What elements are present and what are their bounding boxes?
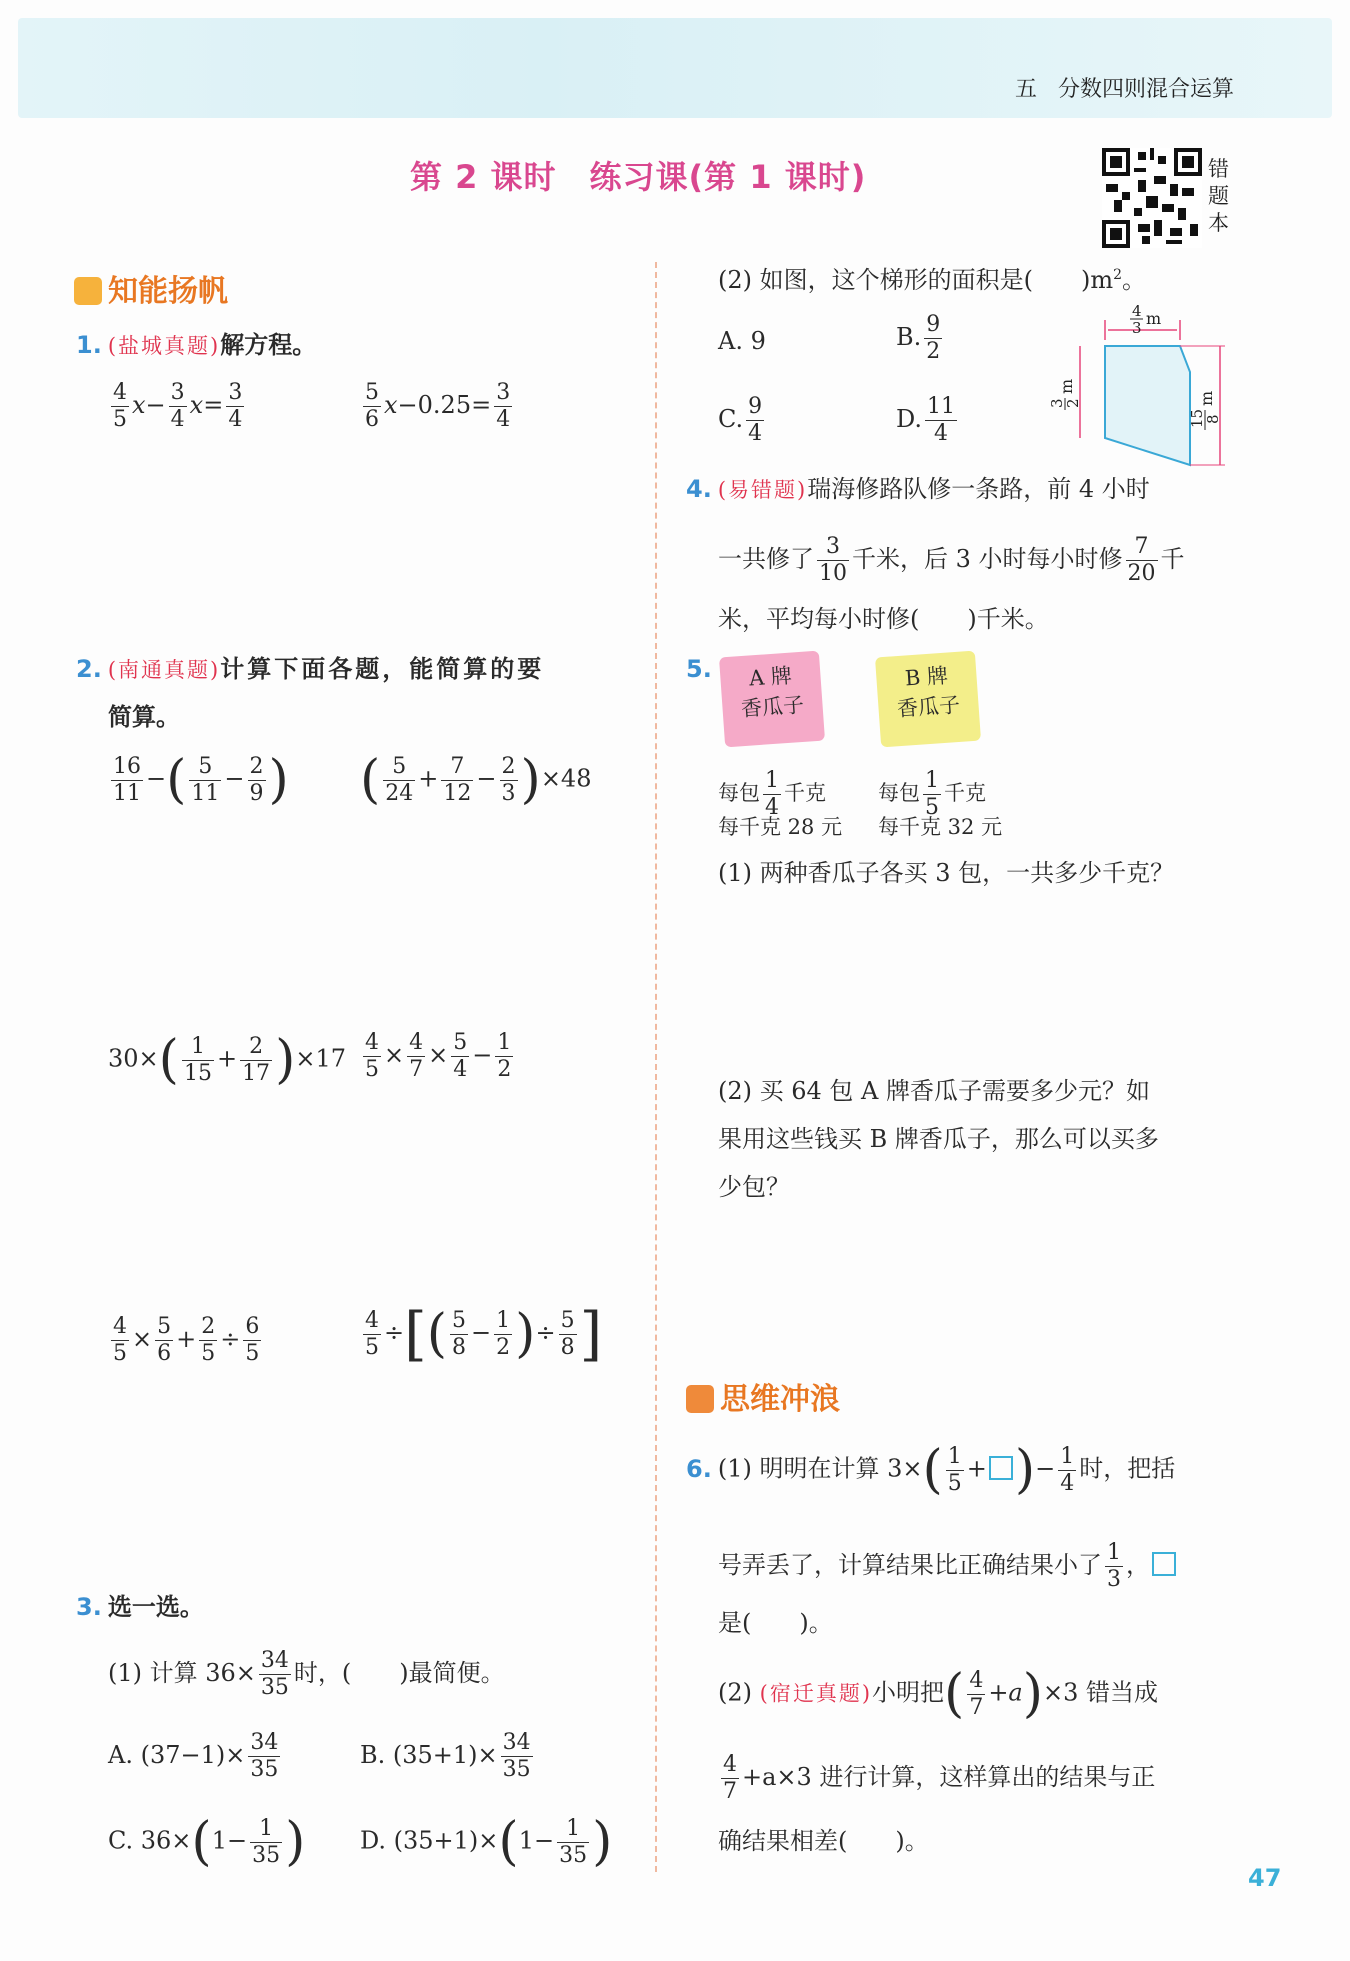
column-divider — [655, 262, 657, 1872]
bag-a-price: 每千克 28 元 — [718, 815, 843, 839]
svg-text:3: 3 — [1132, 319, 1142, 337]
q3b-option-d[interactable]: D. $\frac{11}{4}$ — [896, 394, 956, 446]
q1-eq2: $\frac{5}{6}$ x−0.25= $\frac{3}{4}$ — [365, 380, 511, 432]
q3-stem: 3. 选一选。 — [76, 1593, 204, 1621]
q2-expr6: $\frac{4}{5}$ ÷[( $\frac{5}{8}$ − $\frac{1}{2}$ )÷ $\frac{5}{8}$ ] — [365, 1300, 603, 1368]
trapezoid-figure — [1050, 300, 1230, 470]
section-zhineng: 知能扬帆 — [74, 266, 228, 310]
qr-label: 错 题 本 — [1208, 157, 1229, 235]
q6-line4: (2) (宿迁真题)小明把( $\frac{4}{7}$ +a)×3 错当成 — [718, 1664, 1159, 1724]
q2-stem-2: 简算。 — [108, 703, 180, 731]
q2-expr1: $\frac{16}{11}$ −( $\frac{5}{11}$ − $\frac{2}{9}$ ) — [113, 750, 289, 810]
svg-text:15: 15 — [1188, 408, 1206, 428]
svg-text:m: m — [1146, 309, 1162, 328]
q3-option-d[interactable]: D. (35+1)×(1− $\frac{1}{35}$ ) — [360, 1812, 613, 1872]
svg-text:4: 4 — [1132, 302, 1142, 320]
bag-a-weight: 每包 $\frac{1}{4}$ 千克 — [718, 768, 826, 820]
svg-text:3: 3 — [1048, 398, 1066, 408]
q5-part2-l2: 果用这些钱买 B 牌香瓜子，那么可以买多 — [718, 1125, 1159, 1153]
q3b-option-c[interactable]: C. $\frac{9}{4}$ — [718, 394, 763, 446]
q2-expr3: 30×( $\frac{1}{15}$ + $\frac{2}{17}$ )×17 — [108, 1030, 347, 1090]
sail-icon — [74, 277, 102, 305]
svg-text:2: 2 — [1064, 398, 1082, 408]
blank-box — [1152, 1552, 1176, 1576]
q5-part2-l1: (2) 买 64 包 A 牌香瓜子需要多少元？如 — [718, 1077, 1151, 1105]
svg-text:m: m — [1057, 378, 1076, 394]
q2-stem: 2. (南通真题)计算下面各题，能简算的要 — [76, 655, 545, 683]
q1-eq1: $\frac{4}{5}$ x− $\frac{3}{4}$ x= $\frac{3}{4}$ — [113, 380, 243, 432]
q2-expr4: $\frac{4}{5}$ × $\frac{4}{7}$ × $\frac{5}{4}$ − $\frac{1}{2}$ — [365, 1030, 512, 1082]
q3-option-b[interactable]: B. (35+1)× $\frac{34}{35}$ — [360, 1730, 531, 1782]
q6-line2: 号弄丢了，计算结果比正确结果小了 $\frac{1}{3}$ ， — [718, 1540, 1178, 1593]
blank-box — [989, 1456, 1013, 1480]
section-siwei: 思维冲浪 — [686, 1374, 840, 1418]
bag-b-weight: 每包 $\frac{1}{5}$ 千克 — [878, 768, 986, 820]
bag-b-price: 每千克 32 元 — [878, 815, 1003, 839]
bag-b-image: B 牌 香瓜子 — [875, 651, 981, 748]
q3b-option-a[interactable]: A. 9 — [718, 327, 766, 355]
q4-line1: 4. (易错题)瑞海修路队修一条路，前 4 小时 — [686, 475, 1150, 503]
q4-line2: 一共修了 $\frac{3}{10}$ 千米，后 3 小时每小时修 $\frac{7}{20}$ 千 — [718, 534, 1185, 586]
header-band — [18, 18, 1332, 118]
page-number: 47 — [1248, 1864, 1282, 1892]
q4-line3: 米，平均每小时修( )千米。 — [718, 605, 1049, 633]
q6-line1: 6. (1) 明明在计算 3×( $\frac{1}{5}$ + )− $\frac{1}{4}$ 时，把括 — [686, 1440, 1176, 1500]
chapter-header: 五 分数四则混合运算 — [1014, 77, 1234, 102]
q5-part1: (1) 两种香瓜子各买 3 包，一共多少千克？ — [718, 859, 1175, 887]
q3-option-c[interactable]: C. 36×(1− $\frac{1}{35}$ ) — [108, 1812, 306, 1872]
q5-part2-l3: 少包？ — [718, 1173, 790, 1201]
q3b-option-b[interactable]: B. $\frac{9}{2}$ — [896, 312, 941, 364]
qr-code[interactable] — [1102, 148, 1202, 248]
q3-option-a[interactable]: A. (37−1)× $\frac{34}{35}$ — [108, 1730, 279, 1782]
svg-text:8: 8 — [1204, 414, 1222, 424]
q6-line6: 确结果相差( )。 — [718, 1827, 929, 1855]
svg-text:m: m — [1197, 390, 1216, 406]
q3-part1: (1) 计算 36× $\frac{34}{35}$ 时，( )最简便。 — [108, 1648, 505, 1700]
wave-icon — [686, 1385, 714, 1413]
q3-part2: (2) 如图，这个梯形的面积是( )$m^2$。 — [718, 266, 1147, 294]
q5-num: 5. — [686, 655, 712, 683]
q2-expr2: ( $\frac{5}{24}$ + $\frac{7}{12}$ − $\frac{2}{3}$ )×48 — [360, 750, 592, 810]
q1-stem: 1. (盐城真题)解方程。 — [76, 331, 317, 359]
q6-line5: $\frac{4}{7}$ +a×3 进行计算，这样算出的结果与正 — [723, 1752, 1156, 1804]
q2-expr5: $\frac{4}{5}$ × $\frac{5}{6}$ + $\frac{2}{5}$ ÷ $\frac{6}{5}$ — [113, 1314, 260, 1366]
lesson-title: 第 2 课时 练习课(第 1 课时) — [410, 158, 867, 196]
q6-line3: 是( )。 — [718, 1609, 833, 1637]
bag-a-image: A 牌 香瓜子 — [719, 651, 825, 748]
